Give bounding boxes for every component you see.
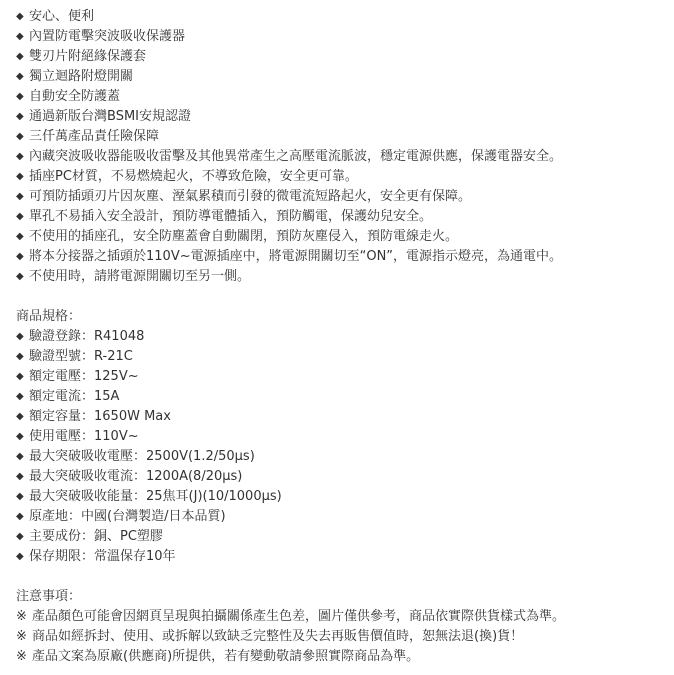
bullet-icon: ◆ [16,191,24,202]
list-item [16,487,668,507]
spec-list [16,327,668,567]
bullet-icon: ◆ [16,151,24,162]
feature-text: 通過新版台灣BSMI安規認證 [29,109,191,124]
bullet-icon: ◆ [16,171,24,182]
list-item [16,87,668,107]
spec-text: 驗證登錄：R41048 [29,329,145,344]
bullet-icon: ◆ [16,111,24,122]
bullet-icon: ◆ [16,431,24,442]
list-item [16,367,668,387]
bullet-icon: ◆ [16,251,24,262]
bullet-icon: ◆ [16,11,24,22]
spec-text: 額定電流：15A [29,389,120,404]
feature-text: 不使用時，請將電源開關切至另一側。 [29,269,251,284]
feature-text: 單孔不易插入安全設計，預防導電體插入，預防觸電，保護幼兒安全。 [29,209,433,224]
spec-text: 額定電壓：125V~ [29,369,139,384]
list-item [16,387,668,407]
bullet-icon: ◆ [16,51,24,62]
list-item [16,427,668,447]
bullet-icon: ◆ [16,271,24,282]
list-item [16,7,668,27]
spec-text: 主要成份：銅、PC塑膠 [29,529,163,544]
bullet-icon: ◆ [16,91,24,102]
feature-text: 自動安全防護蓋 [29,89,121,104]
spec-text: 最大突破吸收電壓：2500V(1.2/50μs) [29,449,255,464]
list-item [16,207,668,227]
spec-text: 原產地：中國(台灣製造/日本品質) [29,509,226,524]
note-text: 產品顏色可能會因網頁呈現與拍攝關係產生色差，圖片僅供參考，商品依實際供貨樣式為準。 [32,609,566,624]
spec-text: 額定容量：1650W Max [29,409,171,424]
list-item [16,167,668,187]
bullet-icon: ◆ [16,391,24,402]
list-item [16,607,668,627]
list-item [16,467,668,487]
bullet-icon: ◆ [16,131,24,142]
list-item [16,447,668,467]
spacer [16,567,668,587]
feature-text: 將本分接器之插頭於110V~電源插座中，將電源開關切至“ON”，電源指示燈亮，為通電中。 [29,249,563,264]
bullet-icon: ◆ [16,31,24,42]
list-item [16,547,668,567]
list-item [16,227,668,247]
list-item [16,187,668,207]
list-item [16,147,668,167]
spec-text: 最大突破吸收能量：25焦耳(J)(10/1000μs) [29,489,282,504]
bullet-icon: ◆ [16,371,24,382]
note-text: 產品文案為原廠(供應商)所提供，若有變動敬請參照實際商品為準。 [32,649,420,664]
list-item [16,107,668,127]
bullet-icon: ◆ [16,411,24,422]
spacer [16,287,668,307]
bullet-icon: ◆ [16,231,24,242]
spec-text: 保存期限：常溫保存10年 [29,549,176,564]
spec-text: 使用電壓：110V~ [29,429,139,444]
feature-text: 獨立迴路附燈開關 [29,69,134,84]
bullet-icon: ◆ [16,71,24,82]
reference-mark-icon: ※ [16,629,27,644]
list-item [16,267,668,287]
bullet-icon: ◆ [16,471,24,482]
list-item [16,627,668,647]
list-item [16,507,668,527]
feature-text: 插座PC材質，不易燃燒起火，不導致危險，安全更可靠。 [29,169,358,184]
bullet-icon: ◆ [16,551,24,562]
bullet-icon: ◆ [16,531,24,542]
product-description [16,7,668,667]
feature-text: 可預防插頭刃片因灰塵、溼氣累積而引發的微電流短路起火，安全更有保障。 [29,189,472,204]
feature-text: 雙刃片附絕緣保護套 [29,49,147,64]
bullet-icon: ◆ [16,451,24,462]
bullet-icon: ◆ [16,331,24,342]
feature-list [16,7,668,287]
feature-text: 內置防電擊突波吸收保護器 [29,29,186,44]
list-item [16,47,668,67]
list-item [16,247,668,267]
note-list [16,607,668,667]
feature-text: 三仟萬產品責任險保障 [29,129,160,144]
feature-text: 內藏突波吸收器能吸收雷擊及其他異常產生之高壓電流脈波，穩定電源供應，保護電器安全。 [29,149,563,164]
reference-mark-icon: ※ [16,649,27,664]
reference-mark-icon: ※ [16,609,27,624]
list-item [16,127,668,147]
note-text: 商品如經拆封、使用、或拆解以致缺乏完整性及失去再販售價值時，恕無法退(換)貨！ [32,629,524,644]
feature-text: 安心、便利 [29,9,95,24]
spec-text: 最大突破吸收電流：1200A(8/20μs) [29,469,243,484]
spec-text: 驗證型號：R-21C [29,349,133,364]
list-item [16,27,668,47]
list-item [16,527,668,547]
bullet-icon: ◆ [16,491,24,502]
list-item [16,327,668,347]
bullet-icon: ◆ [16,211,24,222]
bullet-icon: ◆ [16,511,24,522]
bullet-icon: ◆ [16,351,24,362]
list-item [16,647,668,667]
feature-text: 不使用的插座孔，安全防塵蓋會自動關閉，預防灰塵侵入，預防電線走火。 [29,229,459,244]
notes-title: 注意事項： [16,589,82,604]
list-item [16,347,668,367]
list-item [16,67,668,87]
specs-title: 商品規格： [16,309,82,324]
list-item [16,407,668,427]
